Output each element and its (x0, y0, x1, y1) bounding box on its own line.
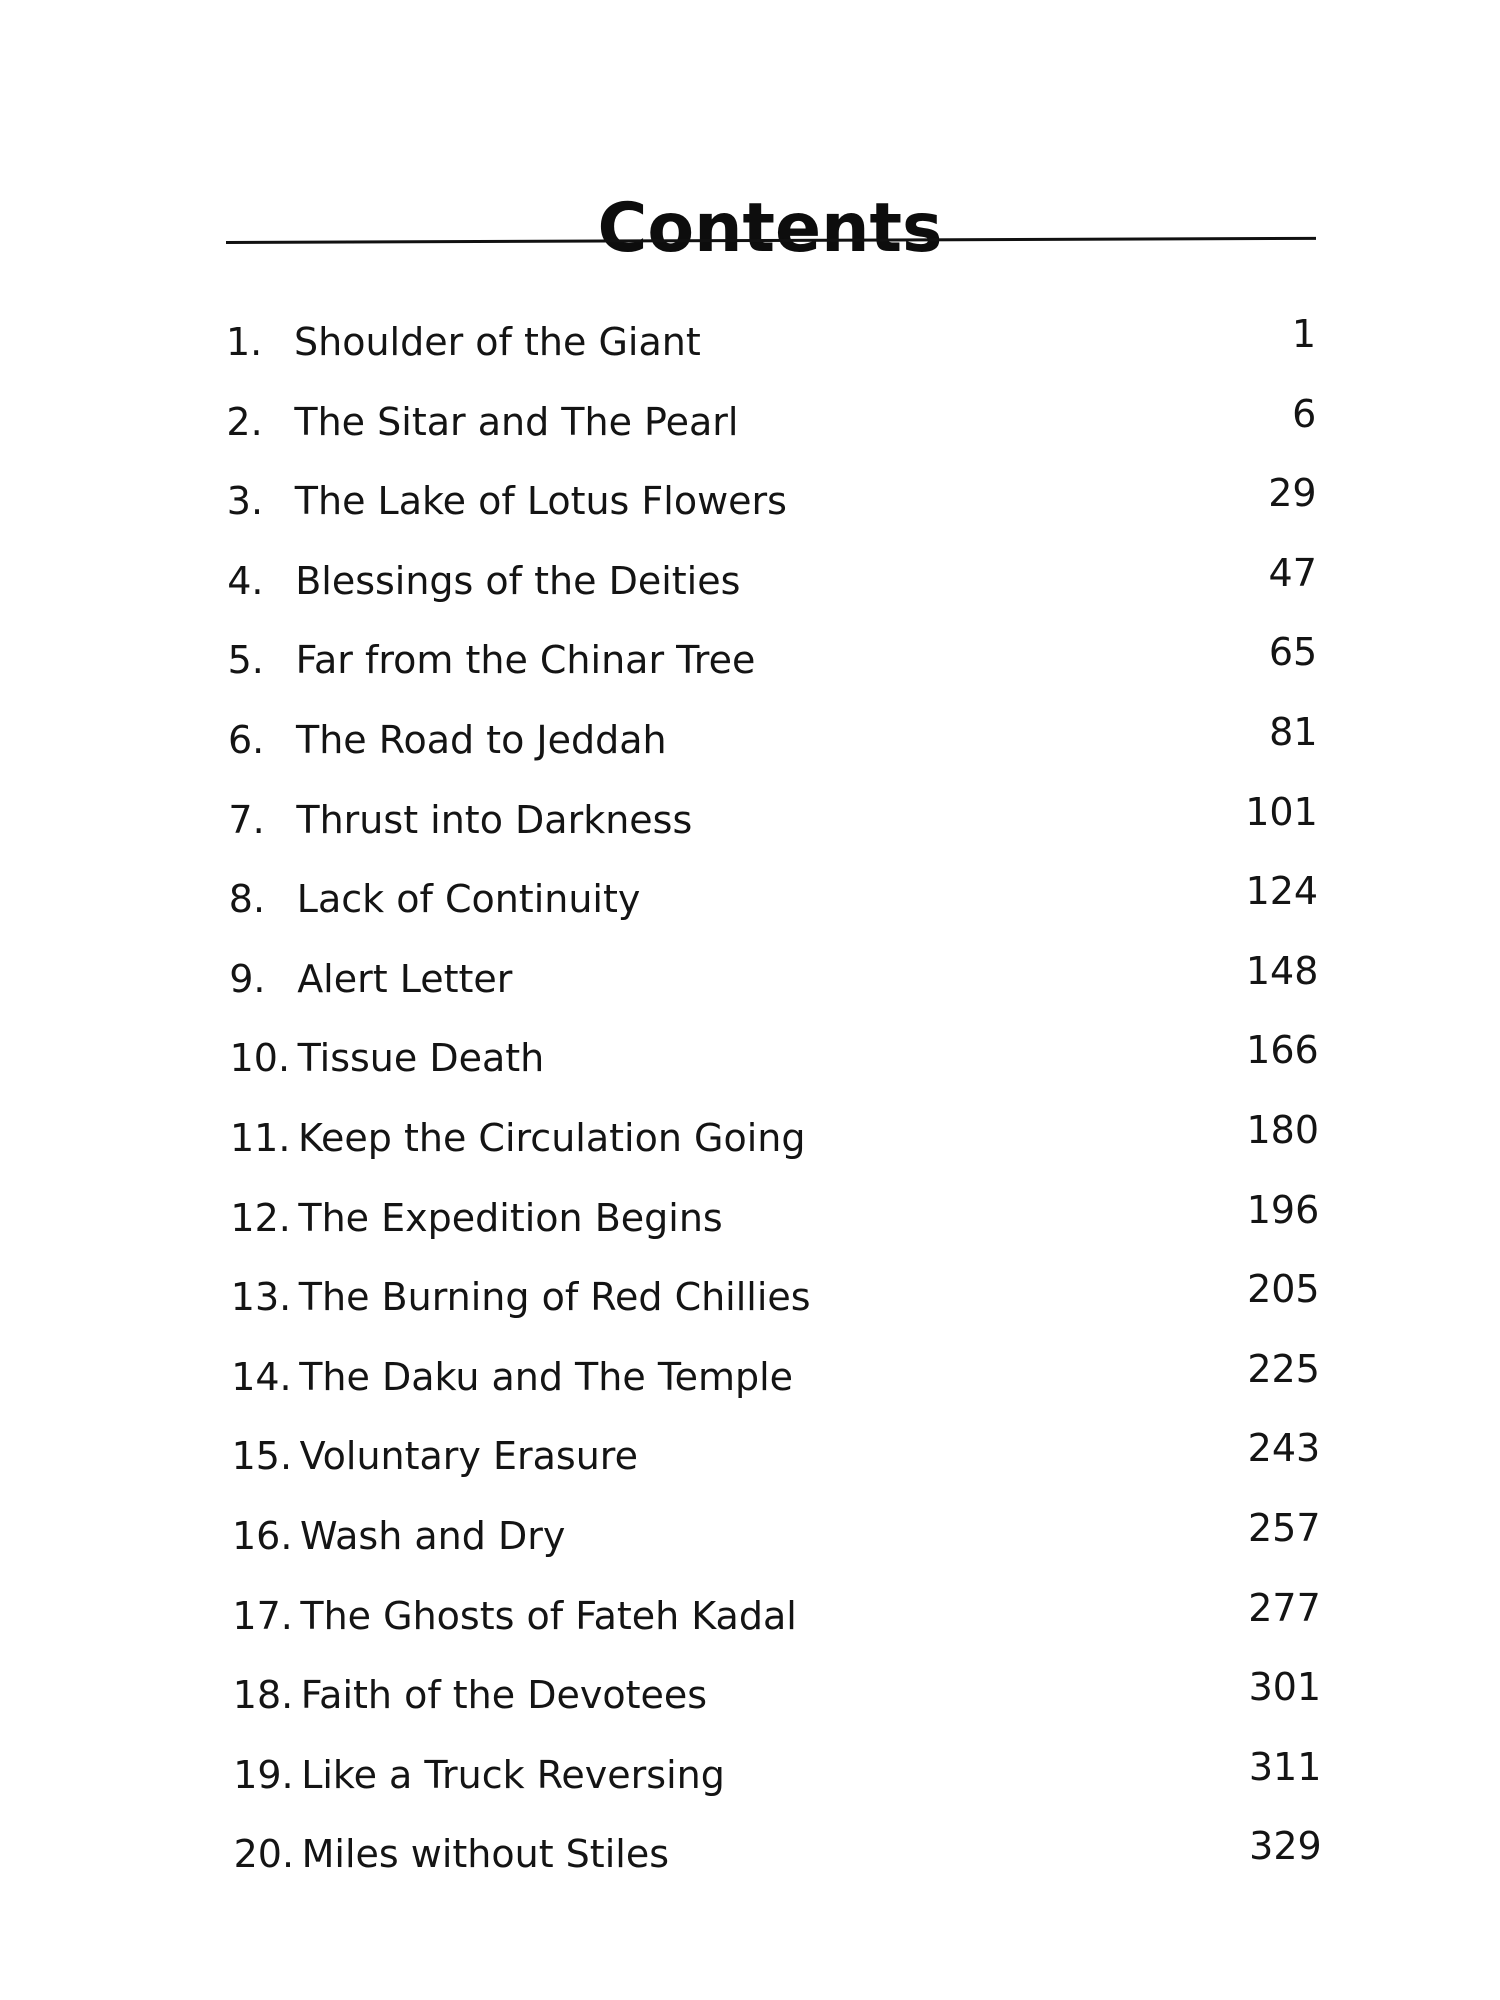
chapter-title: The Expedition Begins (298, 1195, 723, 1240)
page-number: 196 (1246, 1187, 1320, 1232)
chapter-number: 14. (231, 1354, 292, 1399)
toc-entry (232, 1426, 1321, 1486)
toc-entry (230, 1108, 1319, 1168)
chapter-number: 20. (233, 1832, 295, 1877)
toc-entry (227, 471, 1317, 531)
page-number: 47 (1268, 550, 1317, 595)
chapter-number: 3. (226, 479, 264, 524)
page-number: 1 (1291, 312, 1316, 356)
page-title: Contents (597, 188, 943, 268)
chapter-number: 9. (229, 956, 266, 1001)
chapter-title: The Daku and The Temple (299, 1354, 794, 1399)
toc-entry (229, 869, 1318, 929)
page-number: 180 (1246, 1108, 1319, 1152)
chapter-number: 4. (227, 558, 264, 603)
toc-entry (233, 1665, 1321, 1725)
chapter-title: Shoulder of the Giant (294, 320, 701, 364)
page-number: 257 (1247, 1506, 1321, 1550)
chapter-title: Miles without Stiles (301, 1832, 669, 1877)
chapter-title: Lack of Continuity (296, 877, 641, 922)
toc-entry (229, 949, 1318, 1009)
page-number: 148 (1245, 948, 1319, 993)
toc-entry (231, 1347, 1320, 1407)
page-number: 277 (1248, 1585, 1321, 1630)
chapter-number: 17. (232, 1593, 293, 1638)
page-number: 65 (1268, 630, 1318, 675)
chapter-number: 15. (231, 1434, 293, 1479)
chapter-number: 7. (228, 797, 265, 842)
toc-entry (232, 1586, 1320, 1646)
page-number: 166 (1246, 1028, 1319, 1073)
page-number: 225 (1247, 1346, 1320, 1391)
page-number: 301 (1248, 1665, 1322, 1710)
toc-entry (226, 392, 1316, 452)
chapter-number: 12. (230, 1195, 291, 1240)
toc-entry (228, 710, 1318, 770)
chapter-number: 6. (228, 718, 265, 762)
chapter-title: Thrust into Darkness (296, 797, 693, 842)
page-number: 81 (1269, 710, 1318, 754)
chapter-title: Blessings of the Deities (295, 558, 741, 603)
toc-entry (231, 1267, 1320, 1327)
chapter-number: 2. (226, 399, 263, 444)
chapter-title: The Ghosts of Fateh Kadal (300, 1593, 797, 1638)
chapter-number: 5. (227, 638, 264, 683)
page-number: 311 (1248, 1744, 1322, 1789)
page-number: 6 (1292, 391, 1317, 436)
chapter-title: Far from the Chinar Tree (295, 638, 756, 683)
chapter-title: Alert Letter (297, 956, 513, 1001)
chapter-title: The Road to Jeddah (296, 718, 667, 762)
chapter-title: Wash and Dry (300, 1514, 566, 1558)
toc-entry (230, 1028, 1319, 1088)
chapter-title: Tissue Death (297, 1036, 545, 1081)
toc-entry (232, 1506, 1321, 1566)
page-number: 101 (1245, 789, 1318, 834)
toc-entry (228, 790, 1317, 850)
page-number: 29 (1268, 471, 1317, 516)
page-number: 329 (1249, 1824, 1322, 1869)
toc-entry (234, 1824, 1322, 1884)
chapter-number: 19. (233, 1752, 294, 1797)
chapter-title: The Sitar and The Pearl (294, 399, 739, 444)
page-number: 243 (1247, 1426, 1321, 1471)
toc-entry (233, 1745, 1321, 1805)
chapter-title: Voluntary Erasure (299, 1434, 638, 1479)
page-number: 205 (1247, 1267, 1320, 1312)
chapter-title: Keep the Circulation Going (298, 1116, 806, 1160)
chapter-number: 1. (226, 320, 263, 364)
page-number: 124 (1245, 869, 1319, 914)
chapter-title: Faith of the Devotees (300, 1673, 708, 1718)
chapter-title: The Lake of Lotus Flowers (294, 479, 787, 524)
toc-entry (226, 312, 1316, 372)
chapter-number: 8. (228, 877, 266, 922)
chapter-number: 18. (232, 1673, 294, 1718)
toc-entry (227, 551, 1317, 611)
toc-entry (228, 630, 1318, 690)
chapter-number: 11. (230, 1116, 291, 1160)
toc-entry (230, 1188, 1319, 1248)
chapter-number: 10. (229, 1036, 291, 1081)
chapter-title: The Burning of Red Chillies (298, 1275, 811, 1320)
chapter-number: 13. (230, 1275, 292, 1320)
chapter-title: Like a Truck Reversing (301, 1752, 725, 1797)
chapter-number: 16. (232, 1514, 293, 1558)
